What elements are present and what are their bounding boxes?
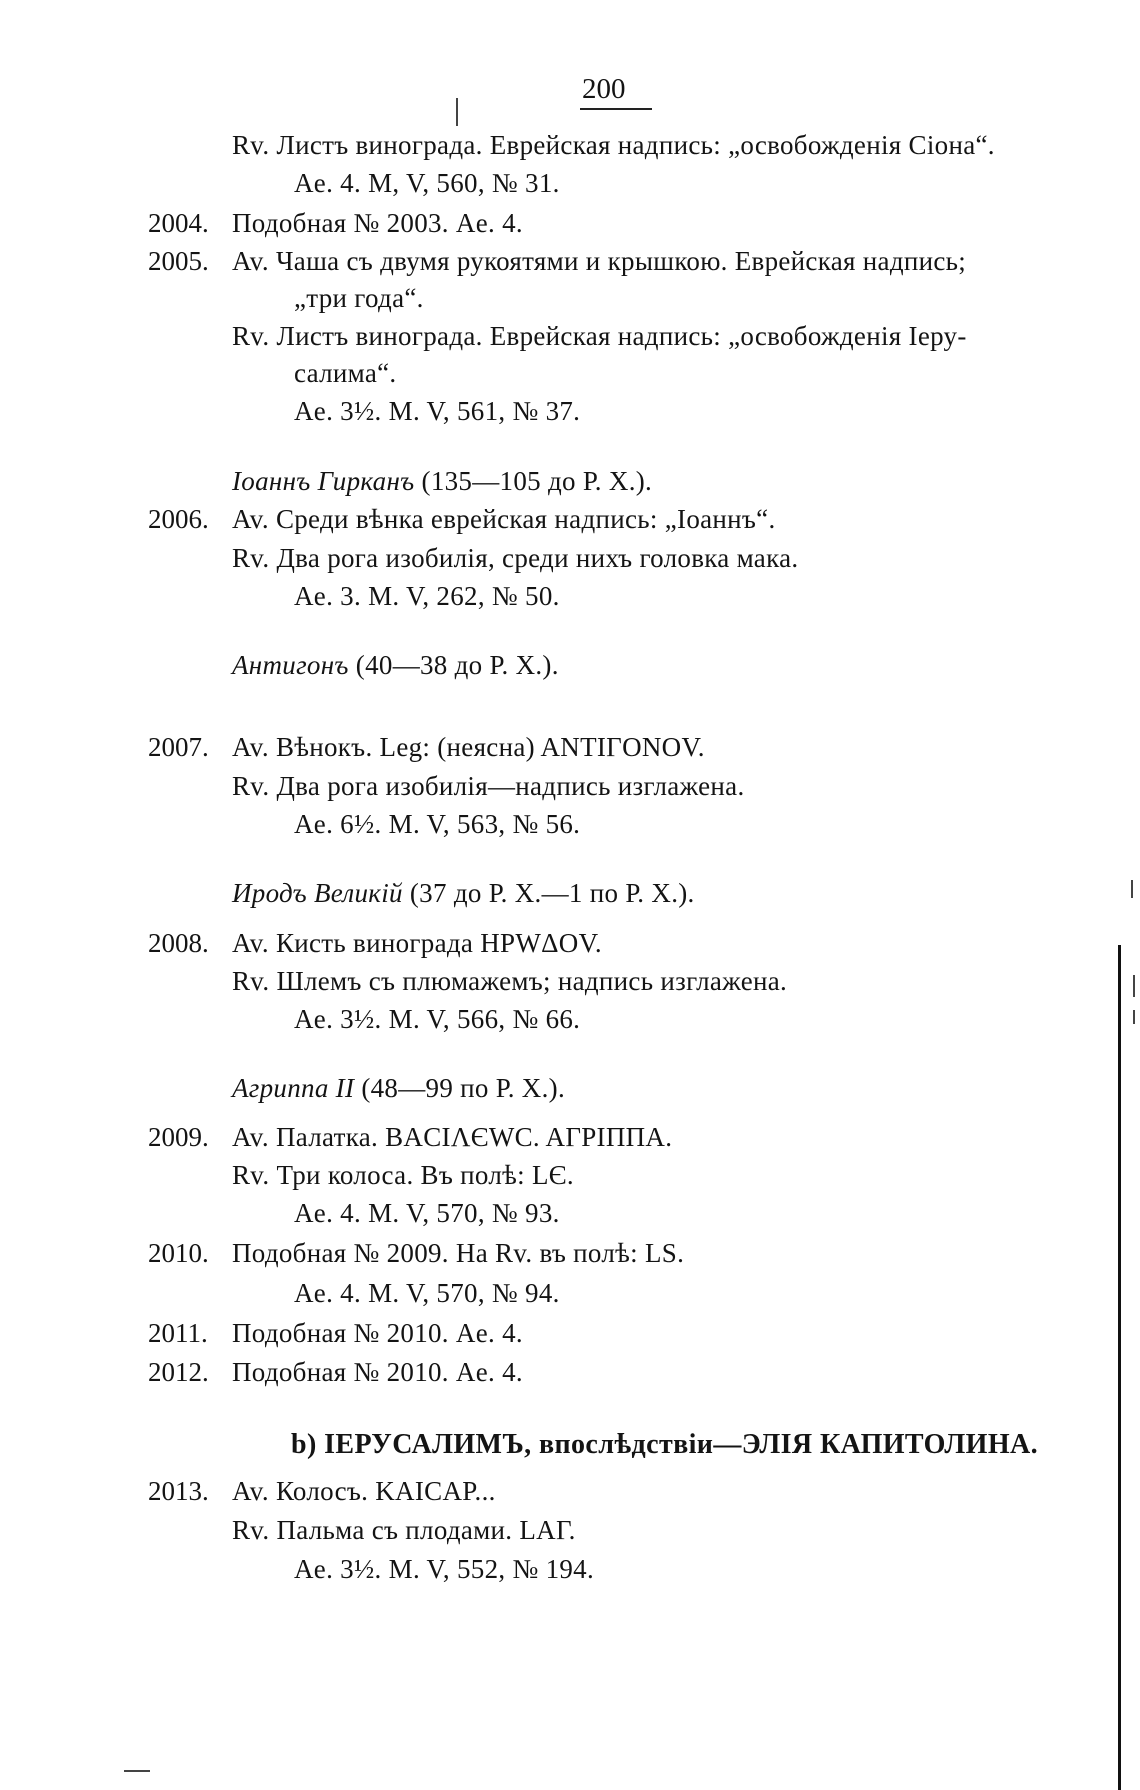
entry-line: Av. Среди вѣнка еврейская надпись: „Іоаннъ“. xyxy=(232,504,776,534)
scan-speck xyxy=(1133,1010,1135,1024)
entry-line: Подобная № 2003. Ae. 4. xyxy=(232,208,523,238)
entry-line: Rv. Два рога изобилія, среди нихъ головка мака. xyxy=(232,543,799,573)
entry-line: Ae. 3½. M. V, 561, № 37. xyxy=(294,396,581,426)
entry-line: Подобная № 2009. На Rv. въ полѣ: LS. xyxy=(232,1238,685,1268)
entry-line: Av. Вѣнокъ. Leg: (неясна) ANTIΓONOV. xyxy=(232,732,705,762)
entry-line: Ae. 6½. M. V, 563, № 56. xyxy=(294,809,581,839)
entry-line: Rv. Пальма съ плодами. LAΓ. xyxy=(232,1515,576,1545)
entry-number: 2012. xyxy=(148,1357,209,1387)
ruler-name: Антигонъ xyxy=(232,650,349,680)
entry-line: Ae. 3½. M. V, 552, № 194. xyxy=(294,1554,595,1584)
entry-line: Av. Кисть винограда HPWΔOV. xyxy=(232,928,602,958)
ruler-heading xyxy=(232,464,652,498)
ruler-period: (48—99 по Р. Х.). xyxy=(361,1073,565,1103)
entry-number: 2004. xyxy=(148,208,209,238)
entry-number: 2011. xyxy=(148,1318,208,1348)
entry-number: 2008. xyxy=(148,928,209,958)
entry-line: Ae. 4. M. V, 570, № 93. xyxy=(294,1198,560,1228)
entry-line: Rv. Два рога изобилія—надпись изглажена. xyxy=(232,771,745,801)
entry-line: „три года“. xyxy=(294,283,424,313)
scan-speck xyxy=(1133,975,1135,997)
entry-number: 2006. xyxy=(148,504,209,534)
entry-line: Rv. Шлемъ съ плюмажемъ; надпись изглажена. xyxy=(232,966,788,996)
entry-number: 2009. xyxy=(148,1122,209,1152)
ruler-name: Иродъ Великій xyxy=(232,878,403,908)
entry-line: Av. Чаша съ двумя рукоятями и крышкою. Еврейская надпись; xyxy=(232,246,967,276)
entry-number: 2007. xyxy=(148,732,209,762)
page-number: 200 xyxy=(582,73,626,105)
entry-line: Ae. 3½. M. V, 566, № 66. xyxy=(294,1004,581,1034)
ruler-name: Агриппа II xyxy=(232,1073,355,1103)
scan-speck xyxy=(124,1770,150,1772)
entry-number: 2013. xyxy=(148,1476,209,1506)
ruler-period: (40—38 до Р. Х.). xyxy=(355,650,559,680)
page-number-rule xyxy=(580,108,652,110)
entry-line: Ae. 4. M. V, 570, № 94. xyxy=(294,1278,560,1308)
entry-line: Подобная № 2010. Ae. 4. xyxy=(232,1318,523,1348)
entry-line: Ae. 3. M. V, 262, № 50. xyxy=(294,581,560,611)
entry-line: Av. Колосъ. KAICAP... xyxy=(232,1476,496,1506)
entry-line: Подобная № 2010. Ae. 4. xyxy=(232,1357,523,1387)
ruler-period: (135—105 до Р. Х.). xyxy=(421,466,653,496)
ruler-heading xyxy=(232,876,695,910)
ruler-name: Іоаннъ Гирканъ xyxy=(232,466,415,496)
entry-line: салима“. xyxy=(294,358,397,388)
entry-line: Ae. 4. M, V, 560, № 31. xyxy=(294,168,560,198)
entry-line: Rv. Листъ винограда. Еврейская надпись: „освобожденія Сіона“. xyxy=(232,130,995,160)
ruler-period: (37 до Р. Х.—1 по Р. Х.). xyxy=(409,878,695,908)
entry-line: Rv. Листъ винограда. Еврейская надпись: „освобожденія Іеру- xyxy=(232,321,967,351)
scan-speck xyxy=(456,98,458,126)
ruler-heading xyxy=(232,1071,565,1105)
entry-number: 2005. xyxy=(148,246,209,276)
scan-speck xyxy=(1131,880,1133,898)
entry-line: Rv. Три колоса. Въ полѣ: LЄ. xyxy=(232,1160,574,1190)
ruler-heading xyxy=(232,648,559,682)
section-heading: b) ІЕРУСАЛИМЪ, впослѣдствіи—ЭЛІЯ КАПИТОЛИНА. xyxy=(291,1429,1039,1460)
entry-number: 2010. xyxy=(148,1238,209,1268)
scan-edge-line xyxy=(1118,945,1121,1790)
entry-line: Av. Палатка. BACIΛЄWC. AΓPIΠΠA. xyxy=(232,1122,673,1152)
